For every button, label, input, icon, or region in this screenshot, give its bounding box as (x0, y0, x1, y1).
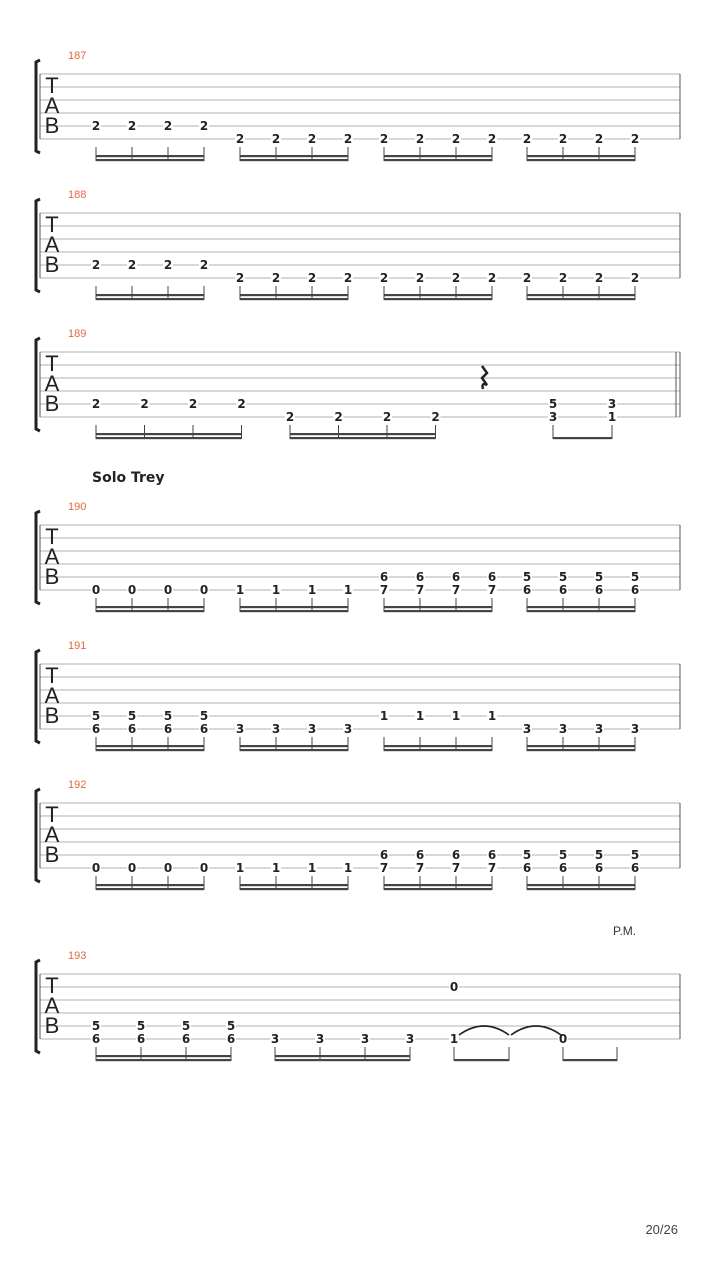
fret-number: 7 (451, 583, 461, 597)
fret-number: 2 (379, 132, 389, 146)
fret-number: 6 (226, 1032, 236, 1046)
fret-number: 5 (163, 709, 173, 723)
beam (384, 155, 492, 157)
beam (527, 298, 635, 300)
fret-number: 3 (315, 1032, 325, 1046)
fret-number: 2 (188, 397, 198, 411)
fret-number: 2 (163, 119, 173, 133)
fret-number: 0 (127, 861, 137, 875)
fret-number: 5 (91, 709, 101, 723)
beam (384, 294, 492, 296)
tab-clef-letter: A (44, 371, 60, 396)
system-bracket (36, 789, 40, 882)
fret-number: 1 (235, 583, 245, 597)
fret-number: 1 (487, 709, 497, 723)
bar-number: 193 (68, 950, 87, 962)
fret-number: 2 (594, 132, 604, 146)
beam (563, 1059, 617, 1061)
fret-number: 2 (431, 410, 440, 424)
beam (96, 888, 204, 890)
tab-staff (0, 640, 720, 760)
beam (240, 298, 348, 300)
tab-staff (0, 50, 720, 170)
fret-number: 2 (343, 271, 353, 285)
fret-number: 2 (522, 132, 532, 146)
tab-staff (0, 779, 720, 899)
beam (96, 298, 204, 300)
fret-number: 5 (199, 709, 209, 723)
fret-number: 6 (379, 570, 389, 584)
fret-number: 3 (343, 722, 353, 736)
beam (240, 745, 348, 747)
fret-number: 6 (594, 583, 604, 597)
fret-number: 5 (91, 1019, 101, 1033)
fret-number: 2 (334, 410, 343, 424)
fret-number: 6 (91, 1032, 101, 1046)
fret-number: 3 (405, 1032, 415, 1046)
beam (384, 884, 492, 886)
fret-number: 2 (199, 119, 209, 133)
fret-number: 6 (451, 570, 461, 584)
fret-number: 6 (487, 570, 497, 584)
fret-number: 0 (91, 861, 101, 875)
fret-number: 3 (307, 722, 317, 736)
tab-clef-letter: A (44, 93, 60, 118)
fret-number: 2 (451, 271, 461, 285)
fret-number: 2 (163, 258, 173, 272)
fret-number: 2 (140, 397, 149, 411)
tab-clef-letter: B (44, 842, 60, 867)
fret-number: 6 (630, 583, 640, 597)
fret-number: 0 (558, 1032, 568, 1046)
fret-number: 0 (163, 583, 173, 597)
tab-clef-letter: A (44, 993, 60, 1018)
beam (527, 155, 635, 157)
beam (240, 610, 348, 612)
beam (96, 437, 242, 439)
beam (527, 606, 635, 608)
fret-number: 5 (630, 848, 640, 862)
tab-clef-letter: B (44, 113, 60, 138)
fret-number: 6 (630, 861, 640, 875)
beam (527, 745, 635, 747)
fret-number: 1 (449, 1032, 459, 1046)
fret-number: 3 (594, 722, 604, 736)
palm-mute-label: P.M. (613, 924, 637, 938)
tab-clef-letter: T (45, 73, 59, 98)
beam (384, 610, 492, 612)
fret-number: 1 (271, 861, 281, 875)
system-bracket (36, 511, 40, 604)
beam (96, 294, 204, 296)
beam (275, 1055, 410, 1057)
beam (527, 888, 635, 890)
fret-number: 1 (307, 861, 317, 875)
fret-number: 2 (237, 397, 246, 411)
fret-number: 2 (307, 132, 317, 146)
fret-number: 2 (307, 271, 317, 285)
beam (96, 606, 204, 608)
fret-number: 5 (548, 397, 558, 411)
fret-number: 5 (594, 570, 604, 584)
fret-number: 2 (630, 132, 640, 146)
beam (384, 749, 492, 751)
fret-number: 2 (415, 132, 425, 146)
beam (290, 437, 436, 439)
tie (459, 1026, 509, 1035)
fret-number: 2 (343, 132, 353, 146)
beam (527, 159, 635, 161)
tab-staff (0, 189, 720, 309)
fret-number: 7 (379, 861, 389, 875)
fret-number: 6 (415, 848, 425, 862)
section-label: Solo Trey (92, 470, 165, 486)
fret-number: 2 (91, 397, 101, 411)
fret-number: 7 (487, 861, 497, 875)
tab-clef-letter: T (45, 351, 59, 376)
fret-number: 3 (271, 722, 281, 736)
fret-number: 6 (558, 861, 568, 875)
fret-number: 5 (136, 1019, 146, 1033)
tab-clef-letter: A (44, 544, 60, 569)
tab-clef-letter: A (44, 232, 60, 257)
beam (96, 745, 204, 747)
fret-number: 2 (382, 410, 392, 424)
fret-number: 2 (558, 132, 568, 146)
tab-staff (0, 950, 720, 1070)
fret-number: 1 (343, 583, 353, 597)
tab-clef-letter: T (45, 973, 59, 998)
fret-number: 0 (449, 980, 459, 994)
fret-number: 3 (235, 722, 245, 736)
fret-number: 2 (91, 119, 101, 133)
fret-number: 3 (607, 397, 617, 411)
fret-number: 3 (630, 722, 640, 736)
fret-number: 1 (235, 861, 245, 875)
page-number: 20/26 (645, 1222, 678, 1237)
fret-number: 3 (270, 1032, 280, 1046)
fret-number: 2 (127, 119, 137, 133)
fret-number: 2 (91, 258, 101, 272)
beam (96, 749, 204, 751)
fret-number: 2 (127, 258, 137, 272)
beam (527, 749, 635, 751)
fret-number: 2 (379, 271, 389, 285)
tab-clef-letter: A (44, 822, 60, 847)
beam (96, 610, 204, 612)
tab-clef-letter: B (44, 1013, 60, 1038)
fret-number: 6 (127, 722, 137, 736)
beam (240, 888, 348, 890)
beam (454, 1059, 509, 1061)
fret-number: 6 (487, 848, 497, 862)
fret-number: 7 (379, 583, 389, 597)
fret-number: 7 (487, 583, 497, 597)
fret-number: 5 (127, 709, 137, 723)
fret-number: 2 (451, 132, 461, 146)
fret-number: 2 (271, 271, 281, 285)
tab-clef-letter: T (45, 663, 59, 688)
beam (527, 884, 635, 886)
beam (96, 884, 204, 886)
fret-number: 1 (379, 709, 389, 723)
fret-number: 6 (451, 848, 461, 862)
beam (240, 159, 348, 161)
bar-number: 192 (68, 779, 87, 791)
fret-number: 3 (558, 722, 568, 736)
fret-number: 2 (487, 132, 497, 146)
beam (240, 749, 348, 751)
beam (384, 888, 492, 890)
beam (96, 1055, 231, 1057)
beam (96, 1059, 231, 1061)
fret-number: 6 (558, 583, 568, 597)
fret-number: 1 (271, 583, 281, 597)
fret-number: 0 (163, 861, 173, 875)
fret-number: 2 (630, 271, 640, 285)
fret-number: 1 (607, 410, 617, 424)
bar-number: 188 (68, 189, 87, 201)
tab-clef-letter: T (45, 802, 59, 827)
bar-number: 190 (68, 501, 87, 513)
tab-staff (0, 328, 720, 448)
fret-number: 6 (91, 722, 101, 736)
fret-number: 2 (487, 271, 497, 285)
fret-number: 2 (522, 271, 532, 285)
fret-number: 0 (91, 583, 101, 597)
beam (96, 433, 242, 435)
beam (384, 606, 492, 608)
system-bracket (36, 960, 40, 1053)
system-bracket (36, 60, 40, 153)
fret-number: 2 (415, 271, 425, 285)
system-bracket (36, 199, 40, 292)
tab-clef-letter: B (44, 391, 60, 416)
fret-number: 0 (199, 861, 209, 875)
system-bracket (36, 338, 40, 431)
beam (96, 155, 204, 157)
fret-number: 3 (548, 410, 558, 424)
fret-number: 3 (522, 722, 532, 736)
fret-number: 7 (415, 583, 425, 597)
fret-number: 7 (415, 861, 425, 875)
beam (384, 159, 492, 161)
beam (96, 159, 204, 161)
bar-number: 187 (68, 50, 87, 62)
fret-number: 6 (199, 722, 209, 736)
tab-clef-letter: A (44, 683, 60, 708)
beam (553, 437, 612, 439)
tab-clef-letter: B (44, 564, 60, 589)
fret-number: 5 (522, 570, 532, 584)
tab-staff (0, 501, 720, 621)
beam (240, 155, 348, 157)
tab-clef-letter: T (45, 212, 59, 237)
beam (527, 294, 635, 296)
beam (527, 610, 635, 612)
fret-number: 2 (235, 271, 245, 285)
beam (240, 884, 348, 886)
fret-number: 2 (271, 132, 281, 146)
fret-number: 6 (181, 1032, 191, 1046)
fret-number: 1 (343, 861, 353, 875)
fret-number: 5 (181, 1019, 191, 1033)
fret-number: 1 (307, 583, 317, 597)
beam (275, 1059, 410, 1061)
fret-number: 6 (522, 583, 532, 597)
fret-number: 5 (558, 848, 568, 862)
beam (384, 298, 492, 300)
fret-number: 6 (415, 570, 425, 584)
tie (511, 1026, 561, 1035)
bar-number: 189 (68, 328, 87, 340)
fret-number: 1 (415, 709, 425, 723)
fret-number: 6 (136, 1032, 146, 1046)
fret-number: 2 (199, 258, 209, 272)
fret-number: 3 (360, 1032, 370, 1046)
fret-number: 5 (594, 848, 604, 862)
fret-number: 6 (379, 848, 389, 862)
fret-number: 7 (451, 861, 461, 875)
tab-clef-letter: T (45, 524, 59, 549)
fret-number: 5 (558, 570, 568, 584)
bar-number: 191 (68, 640, 87, 652)
fret-number: 2 (285, 410, 295, 424)
fret-number: 2 (594, 271, 604, 285)
beam (240, 606, 348, 608)
tab-clef-letter: B (44, 252, 60, 277)
fret-number: 0 (127, 583, 137, 597)
fret-number: 5 (522, 848, 532, 862)
beam (290, 433, 436, 435)
fret-number: 6 (163, 722, 173, 736)
fret-number: 6 (594, 861, 604, 875)
system-bracket (36, 650, 40, 743)
fret-number: 0 (199, 583, 209, 597)
fret-number: 5 (630, 570, 640, 584)
fret-number: 2 (235, 132, 245, 146)
fret-number: 6 (522, 861, 532, 875)
fret-number: 5 (226, 1019, 236, 1033)
beam (240, 294, 348, 296)
fret-number: 2 (558, 271, 568, 285)
tab-clef-letter: B (44, 703, 60, 728)
fret-number: 1 (451, 709, 461, 723)
beam (384, 745, 492, 747)
